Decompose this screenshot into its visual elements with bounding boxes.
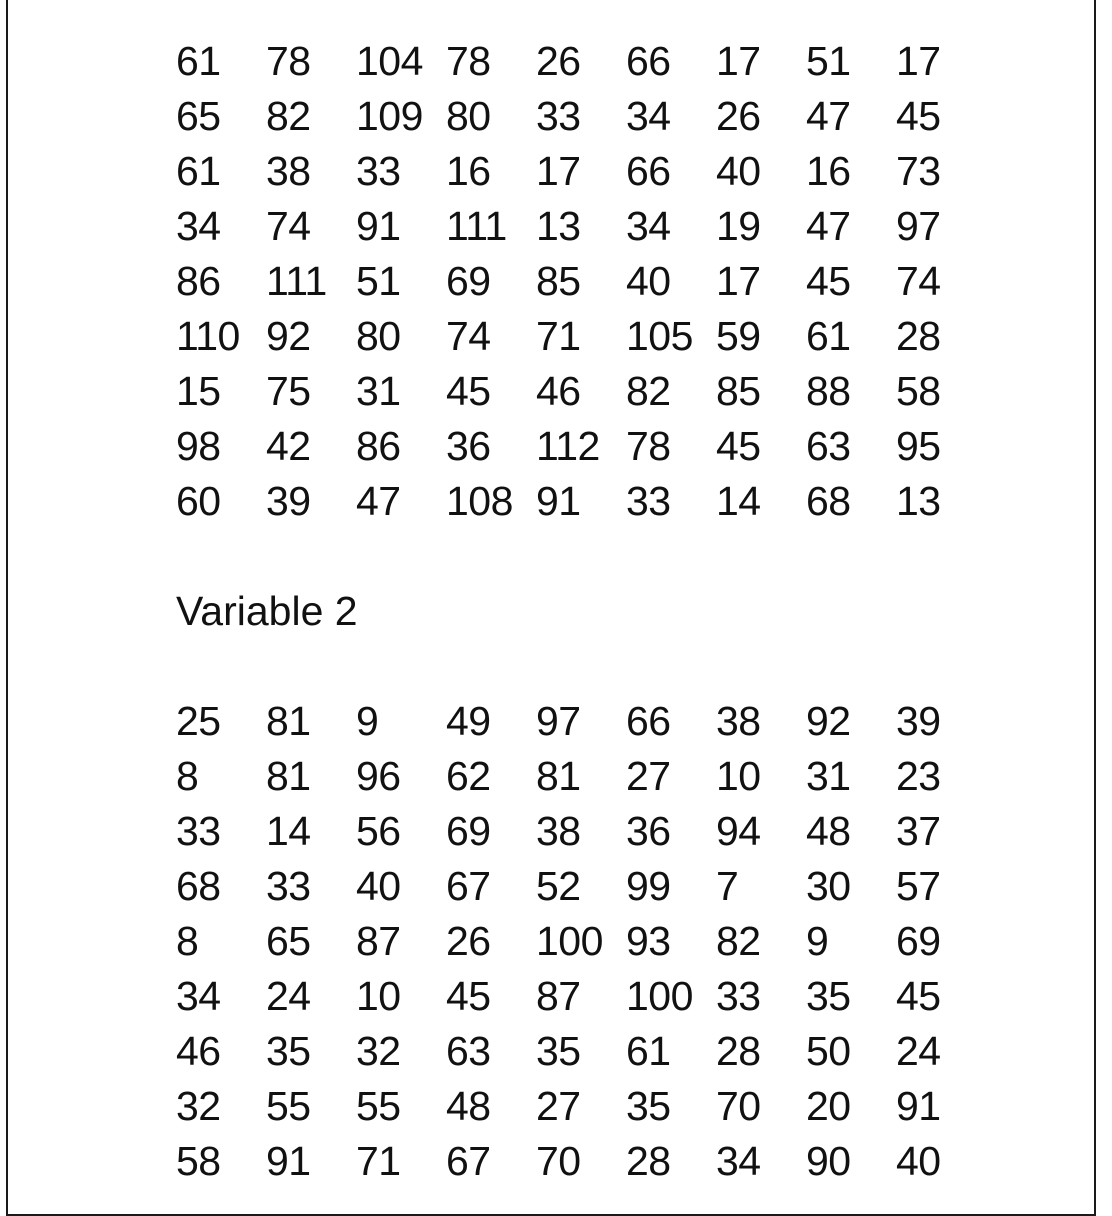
table-cell: 33 (266, 863, 311, 909)
table-cell: 33 (356, 148, 401, 194)
table-cell: 50 (806, 1028, 851, 1074)
table-cell: 68 (806, 478, 851, 524)
table-cell: 8 (176, 753, 199, 799)
table-cell: 35 (536, 1028, 581, 1074)
table-cell: 66 (626, 698, 671, 744)
table-cell: 49 (446, 698, 491, 744)
table-cell: 16 (806, 148, 851, 194)
table-cell: 58 (176, 1138, 221, 1184)
table-cell: 109 (356, 93, 423, 139)
table-cell: 91 (356, 203, 401, 249)
table-cell: 17 (716, 258, 761, 304)
table-cell: 91 (266, 1138, 311, 1184)
table-cell: 69 (446, 258, 491, 304)
table-cell: 78 (626, 423, 671, 469)
table-cell: 45 (806, 258, 851, 304)
table-cell: 70 (716, 1083, 761, 1129)
table-cell: 82 (626, 368, 671, 414)
table-cell: 9 (356, 698, 379, 744)
table-cell: 111 (446, 203, 507, 249)
table-cell: 74 (446, 313, 491, 359)
table-cell: 62 (446, 753, 491, 799)
table-cell: 82 (716, 918, 761, 964)
table-cell: 81 (536, 753, 581, 799)
table-cell: 47 (806, 203, 851, 249)
table-cell: 45 (446, 368, 491, 414)
table-cell: 100 (536, 918, 603, 964)
table-cell: 74 (266, 203, 311, 249)
table-cell: 104 (356, 38, 423, 84)
table-cell: 66 (626, 148, 671, 194)
table-cell: 78 (446, 38, 491, 84)
table-cell: 24 (896, 1028, 941, 1074)
table-cell: 111 (266, 258, 327, 304)
table-cell: 81 (266, 698, 311, 744)
table-cell: 26 (716, 93, 761, 139)
table-cell: 45 (896, 973, 941, 1019)
table-cell: 9 (806, 918, 829, 964)
table-cell: 26 (446, 918, 491, 964)
table-cell: 61 (176, 148, 221, 194)
table-cell: 97 (896, 203, 941, 249)
table-cell: 34 (176, 203, 221, 249)
table-cell: 63 (806, 423, 851, 469)
table-cell: 51 (356, 258, 401, 304)
table-cell: 59 (716, 313, 761, 359)
table-cell: 13 (536, 203, 581, 249)
table-cell: 33 (626, 478, 671, 524)
table-cell: 52 (536, 863, 581, 909)
table-cell: 93 (626, 918, 671, 964)
table-cell: 65 (266, 918, 311, 964)
table-cell: 108 (446, 478, 513, 524)
table-cell: 73 (896, 148, 941, 194)
table-cell: 17 (896, 38, 941, 84)
table-cell: 81 (266, 753, 311, 799)
table-cell: 78 (266, 38, 311, 84)
table-cell: 91 (896, 1083, 941, 1129)
table-cell: 90 (806, 1138, 851, 1184)
table-cell: 42 (266, 423, 311, 469)
table-cell: 34 (626, 93, 671, 139)
table-cell: 17 (536, 148, 581, 194)
table-cell: 13 (896, 478, 941, 524)
table-cell: 10 (356, 973, 401, 1019)
table-cell: 66 (626, 38, 671, 84)
table-cell: 63 (446, 1028, 491, 1074)
table-cell: 40 (716, 148, 761, 194)
table-cell: 40 (626, 258, 671, 304)
table-cell: 87 (356, 918, 401, 964)
table-cell: 61 (626, 1028, 671, 1074)
table-cell: 48 (446, 1083, 491, 1129)
table-cell: 32 (176, 1083, 221, 1129)
table-cell: 40 (356, 863, 401, 909)
table-cell: 33 (176, 808, 221, 854)
table-cell: 28 (896, 313, 941, 359)
variable-2-table (176, 694, 986, 1189)
variable-2-label: Variable 2 (176, 588, 358, 634)
table-cell: 88 (806, 368, 851, 414)
table-cell: 99 (626, 863, 671, 909)
table-cell: 98 (176, 423, 221, 469)
table-cell: 31 (356, 368, 401, 414)
table-cell: 67 (446, 1138, 491, 1184)
table-cell: 46 (176, 1028, 221, 1074)
table-cell: 48 (806, 808, 851, 854)
table-cell: 35 (626, 1083, 671, 1129)
table-cell: 70 (536, 1138, 581, 1184)
table-cell: 86 (176, 258, 221, 304)
table-cell: 56 (356, 808, 401, 854)
table-cell: 55 (266, 1083, 311, 1129)
table-cell: 47 (356, 478, 401, 524)
table-cell: 23 (896, 753, 941, 799)
table-cell: 47 (806, 93, 851, 139)
table-cell: 14 (716, 478, 761, 524)
table-cell: 37 (896, 808, 941, 854)
table-cell: 19 (716, 203, 761, 249)
table-cell: 35 (266, 1028, 311, 1074)
variable-1-table (176, 34, 986, 529)
table-cell: 80 (446, 93, 491, 139)
table-cell: 45 (716, 423, 761, 469)
table-cell: 69 (896, 918, 941, 964)
table-cell: 30 (806, 863, 851, 909)
table-cell: 45 (896, 93, 941, 139)
table-cell: 10 (716, 753, 761, 799)
table-cell: 32 (356, 1028, 401, 1074)
table-cell: 31 (806, 753, 851, 799)
table-cell: 14 (266, 808, 311, 854)
table-cell: 58 (896, 368, 941, 414)
table-cell: 71 (536, 313, 581, 359)
table-cell: 40 (896, 1138, 941, 1184)
table-cell: 24 (266, 973, 311, 1019)
table-cell: 65 (176, 93, 221, 139)
table-cell: 68 (176, 863, 221, 909)
table-cell: 20 (806, 1083, 851, 1129)
table-cell: 15 (176, 368, 221, 414)
table-cell: 39 (266, 478, 311, 524)
table-cell: 86 (356, 423, 401, 469)
table-cell: 33 (716, 973, 761, 1019)
table-cell: 26 (536, 38, 581, 84)
table-cell: 61 (806, 313, 851, 359)
table-cell: 92 (806, 698, 851, 744)
table-cell: 61 (176, 38, 221, 84)
table-cell: 7 (716, 863, 739, 909)
table-cell: 91 (536, 478, 581, 524)
table-cell: 55 (356, 1083, 401, 1129)
table-cell: 17 (716, 38, 761, 84)
table-cell: 82 (266, 93, 311, 139)
table-cell: 27 (626, 753, 671, 799)
table-cell: 112 (536, 423, 600, 469)
table-cell: 67 (446, 863, 491, 909)
table-cell: 33 (536, 93, 581, 139)
table-cell: 94 (716, 808, 761, 854)
table-cell: 28 (626, 1138, 671, 1184)
table-cell: 34 (716, 1138, 761, 1184)
table-cell: 39 (896, 698, 941, 744)
table-cell: 71 (356, 1138, 401, 1184)
table-cell: 36 (446, 423, 491, 469)
table-cell: 100 (626, 973, 693, 1019)
table-cell: 38 (266, 148, 311, 194)
table-cell: 25 (176, 698, 221, 744)
table-cell: 27 (536, 1083, 581, 1129)
table-cell: 35 (806, 973, 851, 1019)
table-cell: 34 (626, 203, 671, 249)
table-cell: 28 (716, 1028, 761, 1074)
table-cell: 38 (536, 808, 581, 854)
table-cell: 69 (446, 808, 491, 854)
table-cell: 96 (356, 753, 401, 799)
table-cell: 38 (716, 698, 761, 744)
table-cell: 36 (626, 808, 671, 854)
table-cell: 57 (896, 863, 941, 909)
table-cell: 16 (446, 148, 491, 194)
table-cell: 80 (356, 313, 401, 359)
table-cell: 110 (176, 313, 240, 359)
table-cell: 75 (266, 368, 311, 414)
document-content (176, 34, 986, 1189)
table-cell: 87 (536, 973, 581, 1019)
table-cell: 85 (536, 258, 581, 304)
table-cell: 95 (896, 423, 941, 469)
table-cell: 8 (176, 918, 199, 964)
table-cell: 51 (806, 38, 851, 84)
table-cell: 97 (536, 698, 581, 744)
table-cell: 34 (176, 973, 221, 1019)
table-cell: 74 (896, 258, 941, 304)
table-cell: 85 (716, 368, 761, 414)
table-cell: 105 (626, 313, 693, 359)
table-cell: 92 (266, 313, 311, 359)
table-cell: 46 (536, 368, 581, 414)
table-cell: 60 (176, 478, 221, 524)
table-cell: 45 (446, 973, 491, 1019)
